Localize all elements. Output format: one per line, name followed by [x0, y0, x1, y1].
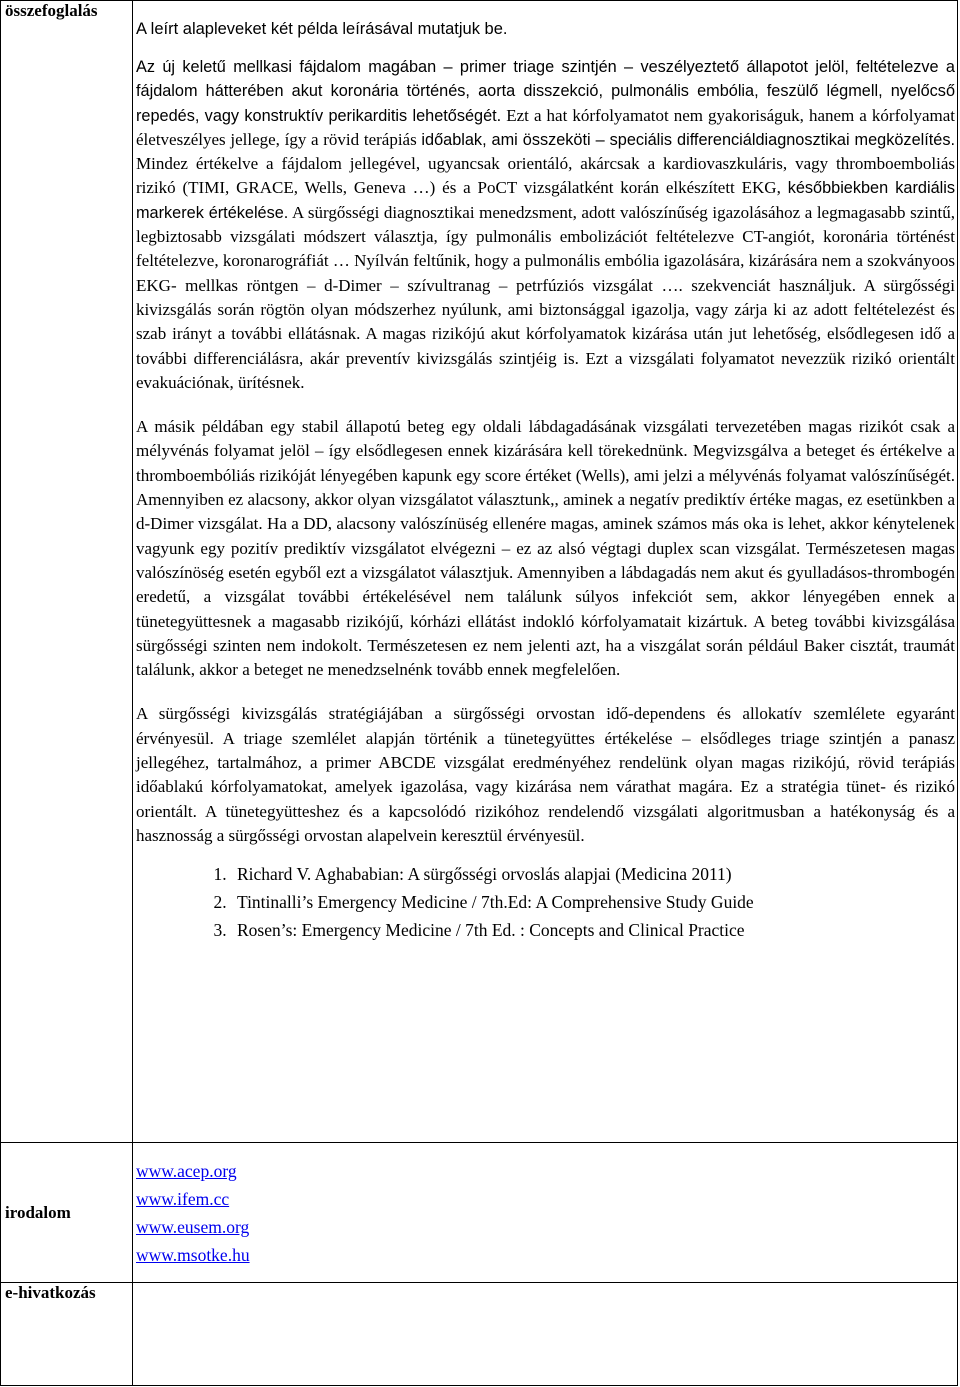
reference-item: 1. Richard V. Aghababian: A sürgősségi orvoslás alapjai (Medicina 2011) [231, 860, 955, 888]
ereference-label: e-hivatkozás [1, 1283, 133, 1386]
link-msotke[interactable]: www.msotke.hu [136, 1245, 250, 1265]
p1-part4: Mindez értékelve a fájdalom jellegével, ugyancsak orientáló, akárcsak a kardiovaszkuláris, vagy thromboemboliás rizikó (TIMI, GRACE, Wells, Geneva …) és a PoCT vizsgálatként korán elkészített EKG, [136, 154, 955, 198]
literature-content [133, 1143, 958, 1283]
ereference-row [1, 1283, 958, 1386]
link-acep[interactable]: www.acep.org [136, 1161, 237, 1181]
reference-item: 2. Tintinalli’s Emergency Medicine / 7th.Ed: A Comprehensive Study Guide [231, 888, 955, 916]
p1-part6: A sürgősségi diagnosztikai menedzsment, adott valószínűség igazolásához a legmagasabb szintű, legbiztosabb vizsgálati módszert választja, így pulmonális embolizációt feltételezve CT-angiót, koronária történést feltételezve, koronarográfiát … Nyílván feltűnik, hogy a pulmonális embólia igazolására, kizárására nem a szokványoos EKG- mellkas röntgen – d-Dimer – szívultranag – petrfúziós vizsgálat …. szekvenciát használjuk. A sürgősségi kivizsgálás során rögtön olyan módszerhez nyúlunk, ami biztonsággal igazolja, vagy zárja ki az adott feltételezést és szab irányt a további ellátásnak. A magas rizikójú akut kórfolyamatok kizárása után jut lehetőség, elsődlegesen idő a további differenciálásra, akár preventív kivizsgálás szintjéig is. Ezt a vizsgálati folyamatot nevezzük rizikó orientált evakuációnak, ürítésnek. [136, 202, 955, 392]
paragraph-chest-pain [136, 55, 955, 395]
p1-part3: időablak, ami összeköti – speciális differenciáldiagnosztikai megközelítés. [421, 130, 956, 149]
link-ifem[interactable]: www.ifem.cc [136, 1189, 230, 1209]
literature-label: irodalom [1, 1143, 133, 1283]
link-list [136, 1157, 955, 1269]
link-eusem[interactable]: www.eusem.org [136, 1217, 250, 1237]
p1-part2: Ezt a hat kórfolyamatot nem gyakoriságuk, hanem a kórfolyamat életveszélyes jellege, így a rövid terápiás [136, 105, 955, 149]
ereference-content [133, 1283, 958, 1386]
reference-item: 3. Rosen’s: Emergency Medicine / 7th Ed. : Concepts and Clinical Practice [231, 916, 955, 944]
summary-label: összefoglalás [1, 1, 133, 1143]
p1-part5: későbbiekben kardiális markerek értékelése. [136, 179, 956, 222]
reference-list [136, 860, 955, 944]
intro-text: A leírt alapleveket két példa leírásával mutatjuk be. [136, 20, 508, 38]
summary-row [1, 1, 958, 1143]
p1-part1: Az új keletű mellkasi fájdalom magában – primer triage szintjén – veszélyeztető állapotot jelöl, feltételezve a fájdalom hátterében akut koronária történés, aorta disszekció, pulmonális embólia, feszülő légmell, nyelőcső repedés, vagy konstruktív perikarditis lehetőségét. [136, 58, 955, 125]
paragraph-leg-swelling: A másik példában egy stabil állapotú beteg egy oldali lábdagadásának vizsgálati tervezetében magas rizikót csak a mélyvénás folyamat jelöl – így elsődlegesen ennek kizárására kell törekednünk. Megvizsgálva a beteget és értékelve a thromboembóliás rizikóját lényegében kapunk egy score értéket (Wells), ami jelzi a mélyvénás folyamat valószínűségét. Amennyiben ez alacsony, akkor olyan vizsgálatot választunk,, aminek a negatív prediktív értéke magas, ez esetünkben a d-Dimer vizsgálat. Ha a DD, alacsony valószínüség ellenére magas, aminek számos más oka is lehet, akkor kénytelenek vagyunk egy pozitív prediktív vizsgálatot elvégezni – ez az alsó végtagi duplex scan vizsgálat. Természetesen magas valószínöség esetén egyből ezt a vizsgálatot választjuk. Amennyiben a lábdagadás nem akut és gyulladásos-thrombogén eredetű, a vizsgálat további értékelésével nem találunk súlyos infekciót sem, akkor lényegében ennek a tünetegyüttesnek a magasabb rizikójű, kórházi ellátást indokló kórfolyamatait kizártuk. A beteg további kivizsgálása sürgősségi szinten nem indokolt. Természetesen ez nem jelenti azt, ha a viszgálat során például Baker cisztát, traumát találunk, akkor a beteget ne menedzselnénk tovább ennek megfelelően. [136, 417, 955, 680]
literature-row [1, 1143, 958, 1283]
paragraph-strategy: A sürgősségi kivizsgálás stratégiájában a sürgősségi orvostan idő-dependens és allokatív szemlélete egyaránt érvényesül. A triage szemlélet alapján történik a tünetegyüttes értékelése – elsődleges triage szintjén a panasz jellegéhez, tartalmához, a primer ABCDE vizsgálat eredményéhez rendelünk olyan magas rizikójú, rövid terápiás időablakú kórfolyamatokat, amelyek igazolása, vagy kizárása nem várathat magára. Ez a stratégia tünet- és rizikó orientált. A tünetegyütteshez és a kapcsolódó rizikóhoz rendelendő vizsgálati algoritmusban a hatékonyság és a hasznosság a sürgősségi orvostan alapelvein keresztül érvényesül. [136, 704, 955, 845]
summary-content [133, 1, 958, 1143]
